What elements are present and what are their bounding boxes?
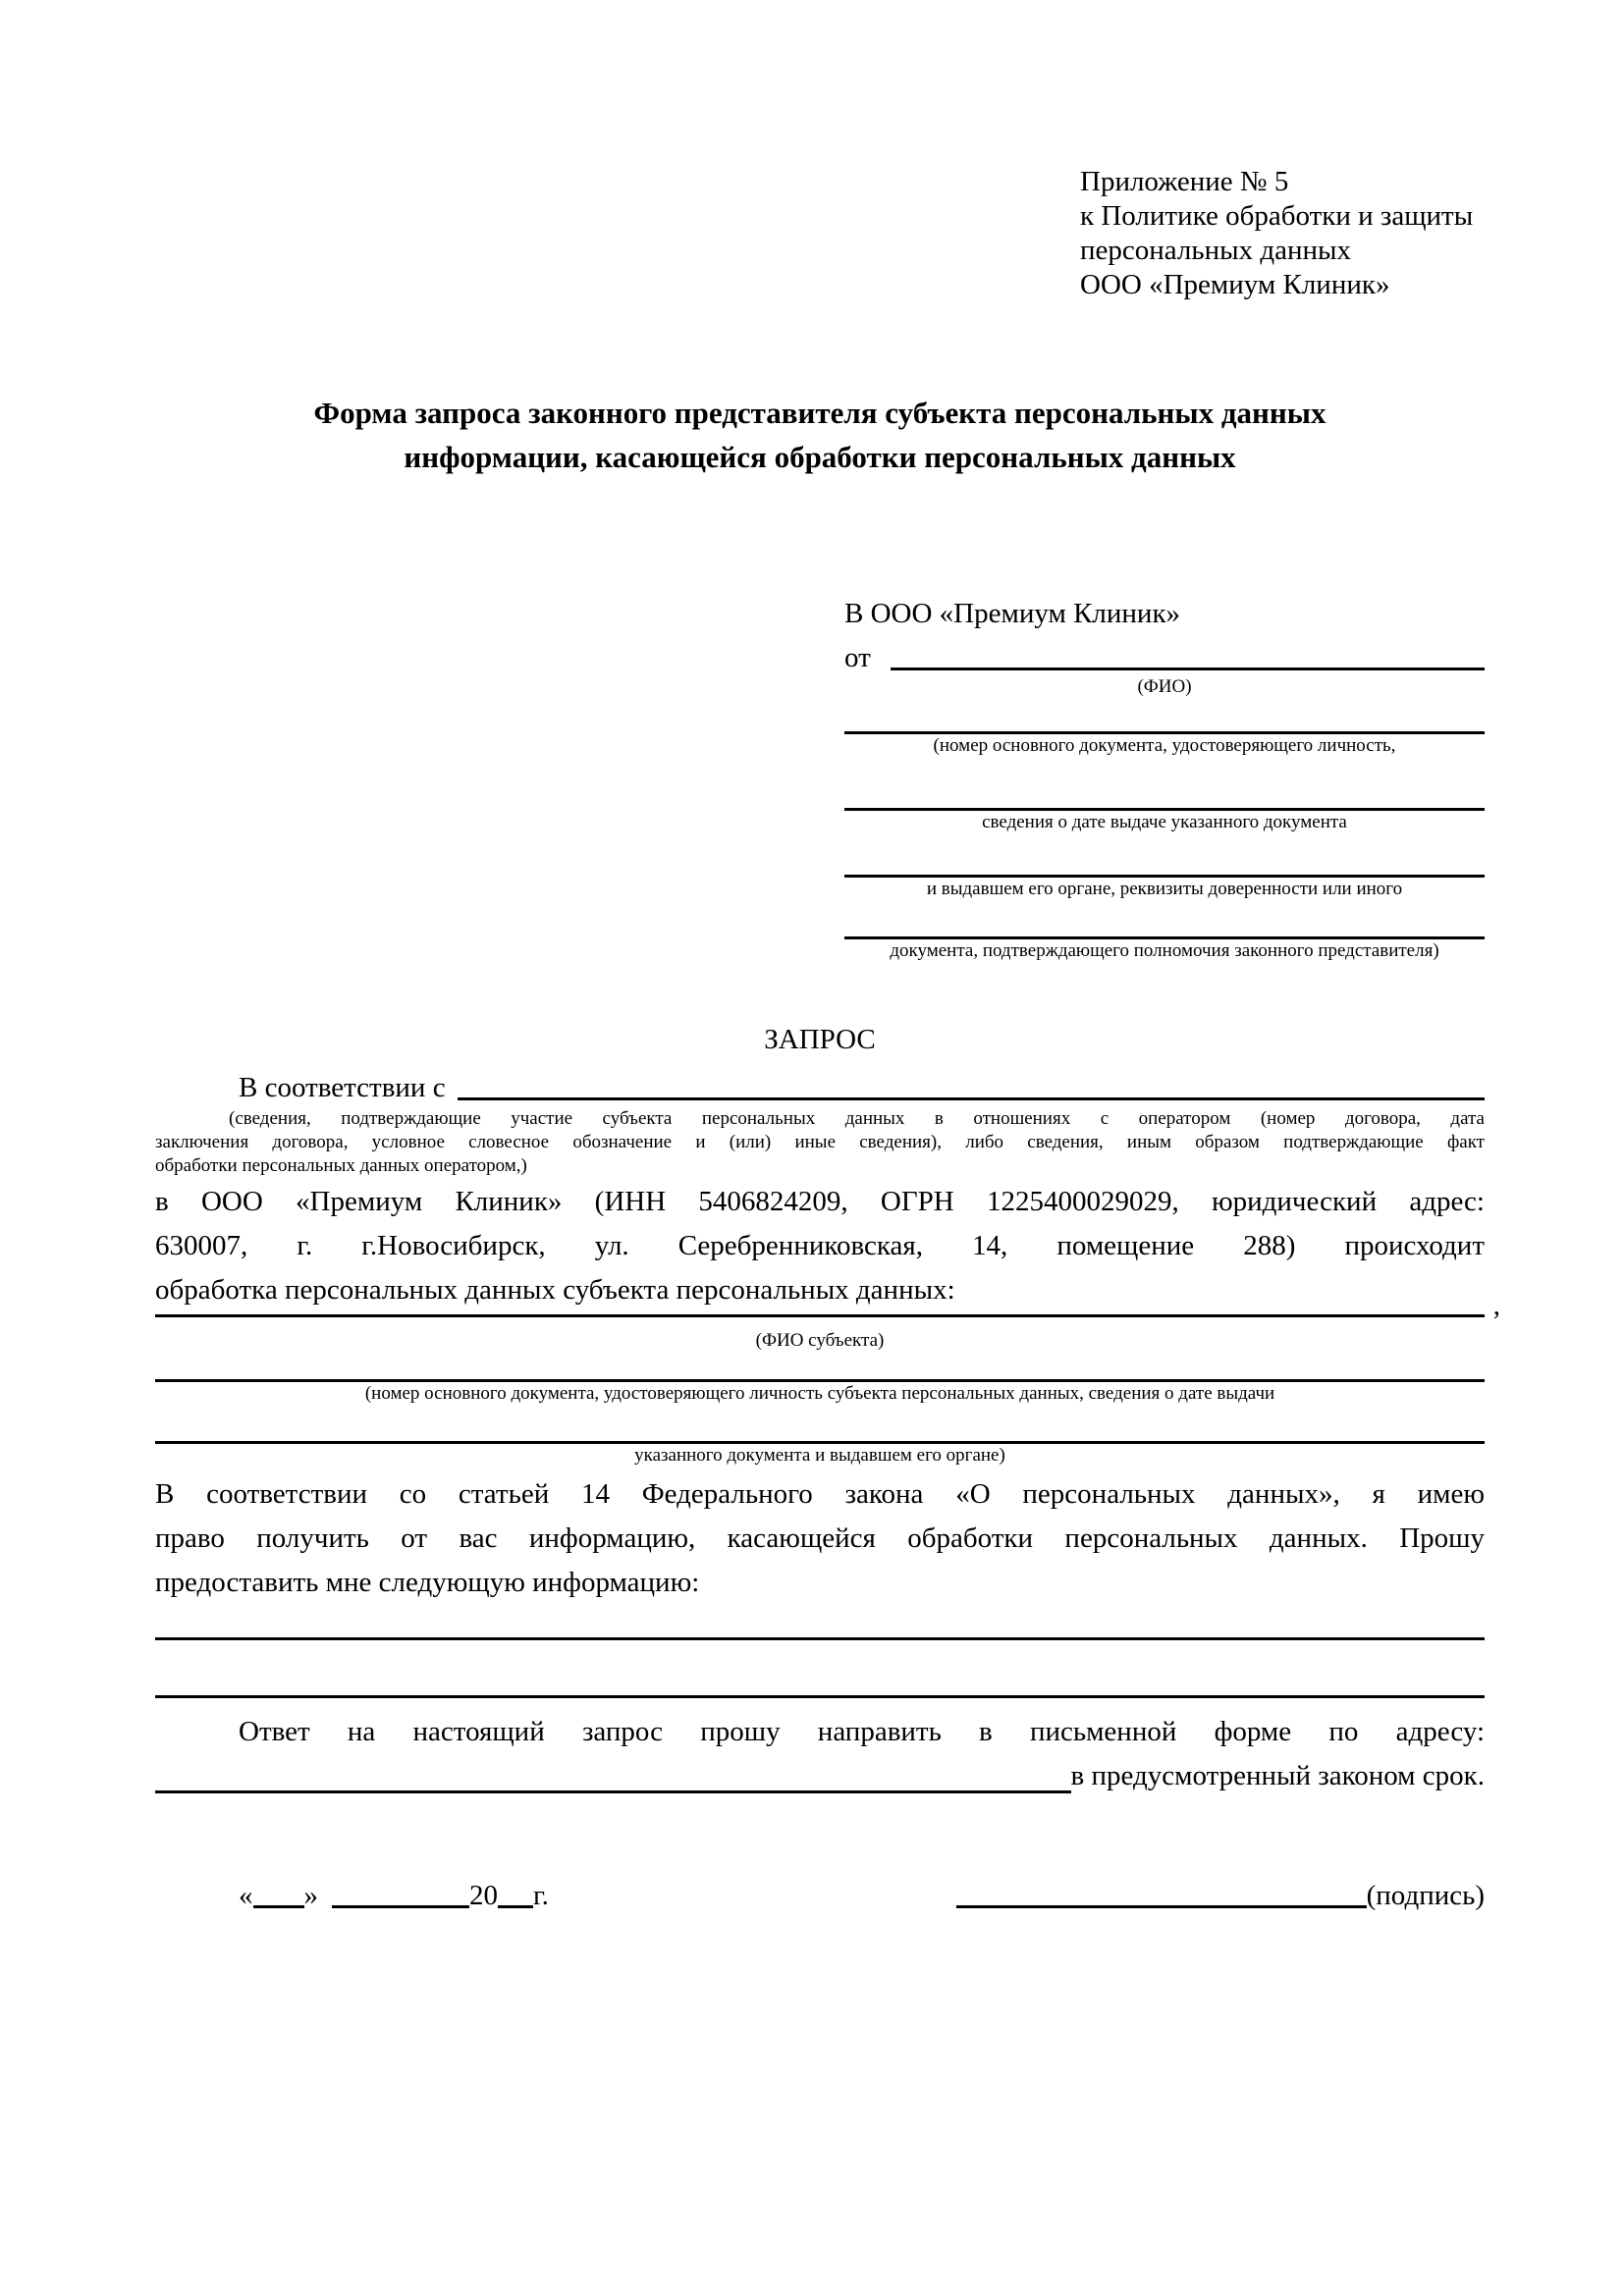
close-quote: »	[303, 1880, 318, 1911]
trailing-comma: ,	[1492, 1290, 1500, 1321]
blank-line-authority-document	[844, 900, 1485, 939]
blank-line-identity-document	[844, 698, 1485, 734]
page-title	[155, 391, 1485, 479]
basis-label: В соответствии с	[239, 1072, 446, 1103]
date-signature-row	[155, 1879, 1485, 1913]
identity-document-caption: (номер основного документа, удостоверяющего личность,	[933, 735, 1396, 756]
subject-document-caption: (номер основного документа, удостоверяющего личность субъекта персональных данных, сведения о дате выдачи	[364, 1383, 1275, 1404]
address-blank-line	[155, 1790, 1071, 1793]
issuing-authority-caption: и выдавшем его органе, реквизиты доверенности или иного	[926, 879, 1403, 899]
open-quote: «	[239, 1880, 253, 1911]
addressee-organization: В ООО «Премиум Клиник»	[844, 598, 1181, 629]
appendix-header-line-2: к Политике обработки и защиты	[1080, 200, 1474, 232]
basis-caption-line-3: обработки персональных данных оператором,)	[155, 1155, 527, 1176]
blank-line-subject-document-authority	[155, 1405, 1485, 1444]
signature-blank-line	[956, 1905, 1367, 1908]
blank-line-requested-info-2	[155, 1640, 1485, 1698]
appendix-header-line-3: персональных данных	[1080, 235, 1352, 266]
answer-paragraph	[155, 1710, 1485, 1754]
operator-paragraph	[155, 1180, 1485, 1312]
date-group	[239, 1879, 549, 1913]
page-title-line-1: Форма запроса законного представителя субъекта персональных данных	[313, 396, 1326, 430]
law-paragraph-line-1: В соответствии со статьей 14 Федерального закона «О персональных данных», я имею	[155, 1478, 1485, 1510]
appendix-header	[1080, 165, 1485, 302]
operator-paragraph-line-3: обработка персональных данных субъекта персональных данных:	[155, 1274, 955, 1306]
fio-caption: (ФИО)	[1137, 676, 1192, 697]
blank-line-subject-document	[155, 1352, 1485, 1382]
addressee-block	[844, 597, 1485, 962]
from-blank-line	[891, 667, 1485, 670]
day-blank-line	[253, 1905, 304, 1908]
subject-fio-caption: (ФИО субъекта)	[755, 1330, 885, 1351]
appendix-header-line-4: ООО «Премиум Клиник»	[1080, 269, 1390, 300]
basis-caption-line-1: (сведения, подтверждающие участие субъекта персональных данных в отношениях с оператором (номер договора, дата	[229, 1108, 1485, 1129]
subject-document-authority-caption: указанного документа и выдавшем его органе)	[634, 1445, 1005, 1466]
from-row	[844, 641, 1485, 675]
year-blank-line	[498, 1905, 533, 1908]
issue-date-caption: сведения о дате выдаче указанного документа	[982, 812, 1347, 832]
signature-group	[956, 1879, 1485, 1913]
century-prefix: 20	[469, 1880, 498, 1911]
basis-caption-line-2: заключения договора, условное словесное обозначение и (или) иные сведения), либо сведения, иным образом подтверждающие факт	[155, 1132, 1485, 1152]
authority-document-caption: документа, подтверждающего полномочия законного представителя)	[890, 940, 1439, 961]
request-heading: ЗАПРОС	[764, 1024, 876, 1055]
law-paragraph-line-3: предоставить мне следующую информацию:	[155, 1567, 700, 1598]
answer-address-row	[155, 1754, 1485, 1798]
law-paragraph	[155, 1472, 1485, 1605]
blank-line-issue-date	[844, 757, 1485, 811]
basis-blank-line	[458, 1097, 1485, 1100]
operator-paragraph-line-1: в ООО «Премиум Клиник» (ИНН 5406824209, ОГРН 1225400029029, юридический адрес:	[155, 1186, 1485, 1217]
operator-paragraph-line-2: 630007, г. г.Новосибирск, ул. Серебренниковская, 14, помещение 288) происходит	[155, 1230, 1485, 1261]
page-content	[155, 0, 1500, 1913]
signature-caption: (подпись)	[1366, 1880, 1485, 1911]
year-suffix: г.	[533, 1880, 549, 1911]
basis-row	[155, 1071, 1485, 1105]
from-label: от	[844, 642, 871, 673]
blank-line-issuing-authority	[844, 833, 1485, 878]
law-paragraph-line-2: право получить от вас информацию, касающейся обработки персональных данных. Прошу	[155, 1522, 1485, 1554]
appendix-header-line-1: Приложение № 5	[1080, 166, 1289, 197]
month-blank-line	[332, 1905, 469, 1908]
answer-term-text: в предусмотренный законом срок.	[1070, 1760, 1485, 1791]
basis-caption	[155, 1107, 1485, 1178]
answer-paragraph-line-1: Ответ на настоящий запрос прошу направить в письменной форме по адресу:	[239, 1716, 1485, 1747]
page-title-line-2: информации, касающейся обработки персональных данных	[404, 440, 1236, 474]
